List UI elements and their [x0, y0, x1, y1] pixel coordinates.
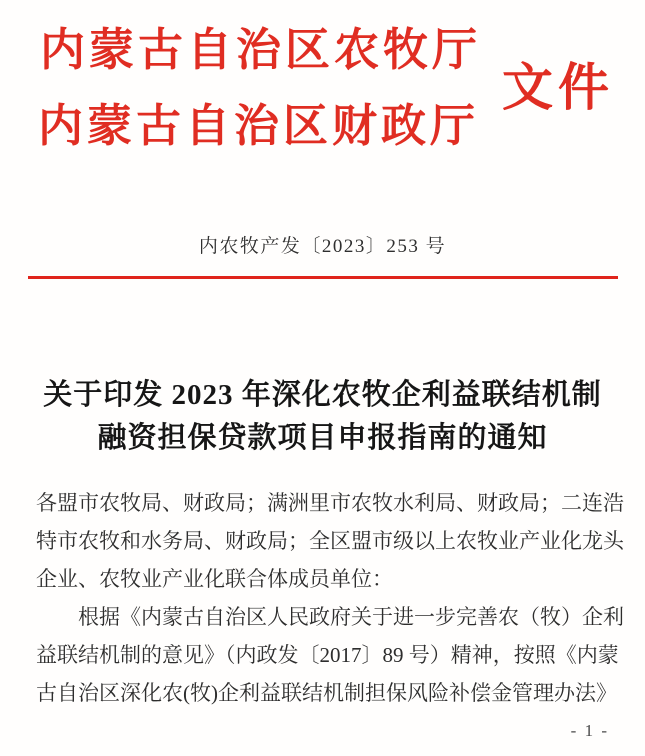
- recipients-line-3: 企业、农牧业产业化联合体成员单位：: [36, 567, 393, 591]
- document-title: [0, 374, 645, 460]
- document-word: 文件: [502, 61, 615, 117]
- paragraph-line-3: 古自治区深化农(牧)企利益联结机制担保风险补偿金管理办法》: [36, 681, 617, 705]
- paragraph-line-1: 根据《内蒙古自治区人民政府关于进一步完善农（牧）企利: [78, 605, 624, 629]
- document-title-line2: 融资担保贷款项目申报指南的通知: [97, 422, 548, 454]
- recipients-line-1: 各盟市农牧局、财政局；满洲里市农牧水利局、财政局；二连浩: [36, 491, 624, 515]
- paragraph-line-2: 益联结机制的意见》（内政发〔2017〕89 号）精神，按照《内蒙: [36, 643, 619, 667]
- agency-name-finance: 内蒙古自治区财政厅: [38, 101, 480, 151]
- page-number: - 1 -: [570, 721, 609, 740]
- recipients-line-2: 特市农牧和水务局、财政局；全区盟市级以上农牧业产业化龙头: [36, 529, 624, 553]
- agency-name-agriculture: 内蒙古自治区农牧厅: [40, 25, 482, 75]
- document-number: 内农牧产发〔2023〕253 号: [198, 236, 447, 257]
- red-separator-rule: [28, 276, 618, 279]
- document-title-line1: 关于印发 2023 年深化农牧企利益联结机制: [43, 379, 602, 411]
- document-body: [36, 484, 624, 712]
